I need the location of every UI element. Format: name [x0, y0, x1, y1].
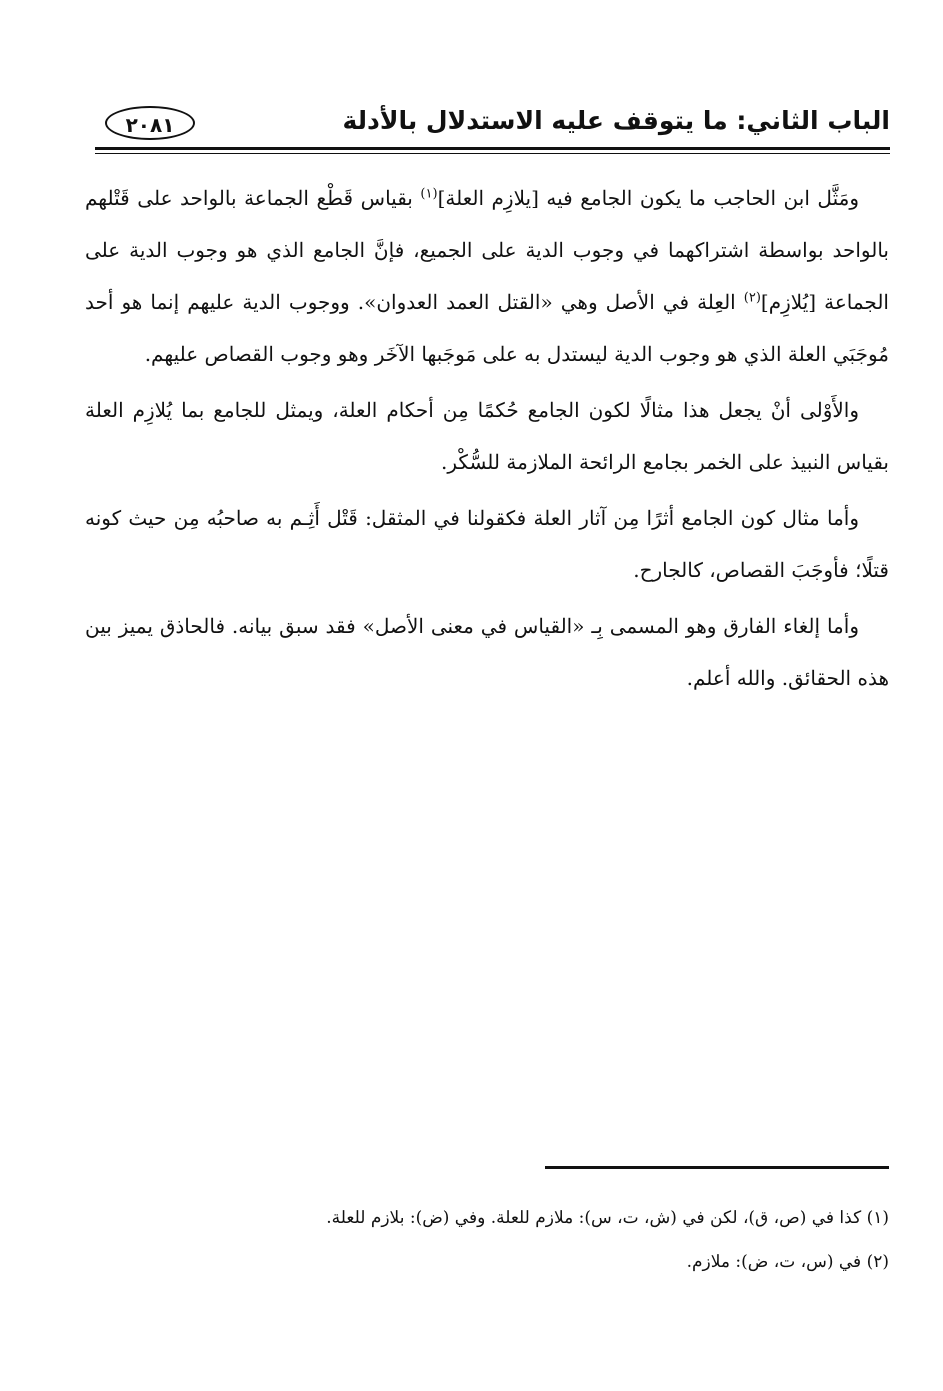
paragraph: وأما إلغاء الفارق وهو المسمى بِـ «القياس في معنى الأصل» فقد سبق بيانه. فالحاذق يميز بين هذه الحقائق. والله أعلم. [85, 614, 889, 690]
main-text [85, 172, 889, 708]
running-title: الباب الثاني: ما يتوقف عليه الاستدلال بالأدلة [342, 106, 890, 135]
page-header [95, 100, 890, 144]
footnote: (١) كذا في (ص، ق)، لكن في (ش، ت، س): ملازم للعلة. وفي (ض): بلازم للعلة. [326, 1208, 889, 1228]
paragraph: وأما مثال كون الجامع أثرًا مِن آثار العلة فكقولنا في المثقل: قَتْل أَثِـم به صاحبُه مِن حيث كونه قتلًا؛ فأوجَبَ القصاص، كالجارح. [85, 506, 889, 582]
paragraph-text: بقياس قَطْع الجماعة بالواحد على قَتْلهم بالواحد بواسطة اشتراكهما في وجوب الدية على الجميع، فإنَّ الجامع الذي هو وجوب الدية على الجماعة [يُلازِم] [85, 186, 889, 314]
paragraph [85, 172, 889, 380]
footnote-reference: (٢) [743, 290, 761, 306]
footnote-separator [545, 1166, 889, 1169]
header-rule-thin [95, 153, 890, 154]
header-rule-thick [95, 147, 890, 150]
footnote-reference: (١) [420, 186, 438, 202]
page-number: ٢٠٨١ [105, 106, 195, 140]
paragraph: والأَوْلى أنْ يجعل هذا مثالًا لكون الجامع حُكمًا مِن أحكام العلة، ويمثل للجامع بما يُلازِم العلة بقياس النبيذ على الخمر بجامع الرائحة الملازمة للسُّكْر. [85, 398, 889, 474]
footnote: (٢) في (س، ت، ض): ملازم. [686, 1252, 889, 1272]
paragraph-text: ومَثَّل ابن الحاجب ما يكون الجامع فيه [يلازِم العلة] [437, 186, 859, 210]
paragraph-text: العِلة في الأصل وهي «القتل العمد العدوان». ووجوب الدية عليهم إنما هو أحد مُوجَبَي العلة الذي هو وجوب الدية ليستدل به على مَوجَبها الآخَر وهو وجوب القصاص عليهم. [85, 290, 889, 366]
footnotes [120, 1196, 889, 1284]
